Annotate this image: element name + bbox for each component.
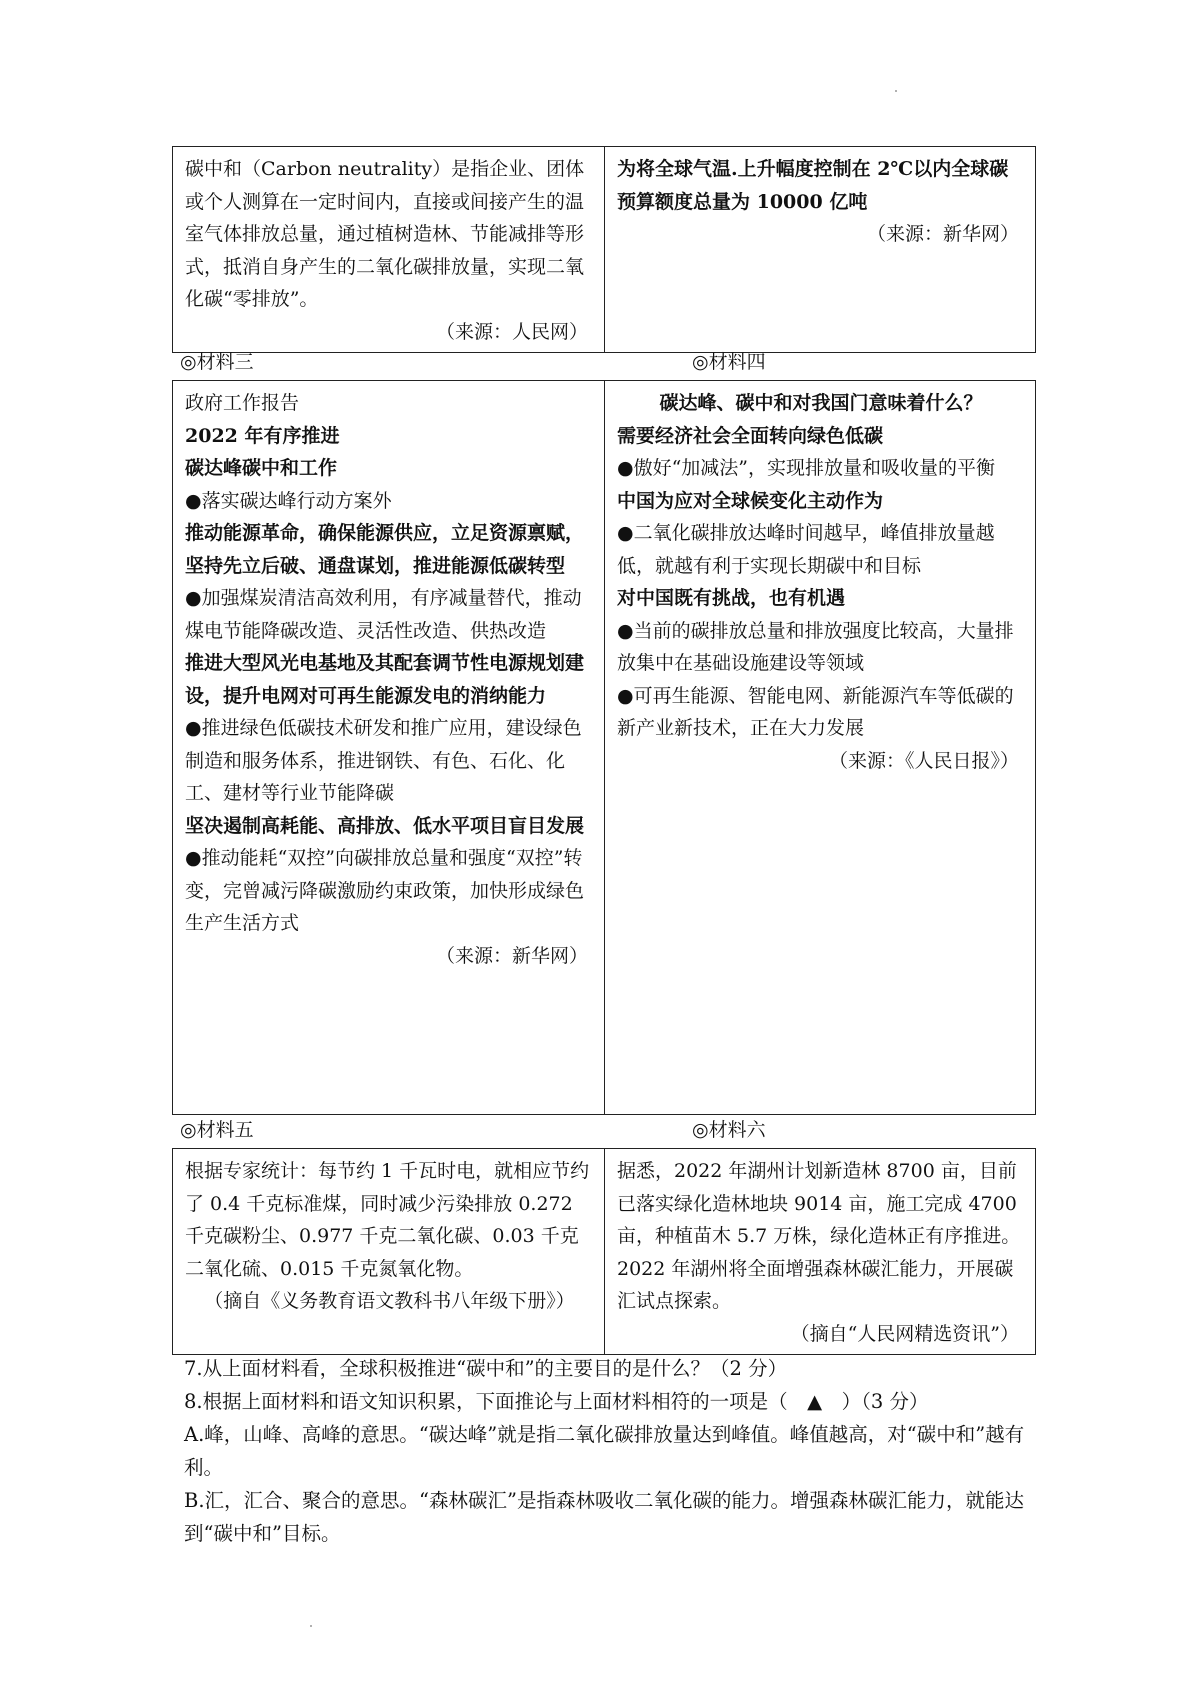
material-3-line: ●加强煤炭清洁高效利用，有序减量替代，推动煤电节能降碳改造、灵活性改造、供热改造 xyxy=(185,587,582,642)
material-3-line: ●推进绿色低碳技术研发和推广应用，建设绿色制造和服务体系，推进钢铁、有色、石化、化工、建材等行业节能降碳 xyxy=(185,717,582,804)
material-3-line: 政府工作报告 xyxy=(185,392,300,414)
material-5-label: ◎材料五 xyxy=(180,1119,254,1141)
material-5-text: 根据专家统计：每节约 1 千瓦时电，就相应节约了 0.4 千克标准煤，同时减少污染排放 0.272 千克碳粉尘、0.977 千克二氧化碳、0.03 千克二氧化硫、0.015 千克氮氧化物。 xyxy=(185,1160,590,1280)
material-4-line: ●二氧化碳排放达峰时间越早，峰值排放量越低，就越有利于实现长期碳中和目标 xyxy=(617,522,995,577)
material-3-line: 碳达峰碳中和工作 xyxy=(185,457,338,479)
material-4-line: 对中国既有挑战，也有机遇 xyxy=(617,587,846,609)
material-table-2 xyxy=(172,380,1036,1115)
material-5-cell xyxy=(173,1149,605,1355)
material-6-text: 据悉，2022 年湖州计划新造林 8700 亩，目前已落实绿化造林地块 9014 亩，施工完成 4700 亩，种植苗木 5.7 万株，绿化造林正有序推进。2022 年湖州将全面增强森林碳汇能力，开展碳汇试点探索。 xyxy=(617,1160,1021,1312)
option-b: B.汇，汇合、聚合的意思。“森林碳汇”是指森林吸收二氧化碳的能力。增强森林碳汇能力，就能达到“碳中和”目标。 xyxy=(184,1489,1024,1545)
material-3-source: （来源：新华网） xyxy=(435,944,588,967)
material-4-source: （来源：《人民日报》） xyxy=(828,749,1019,772)
material-1-source: （来源：人民网） xyxy=(435,320,588,343)
material-3-line: 推动能源革命，确保能源供应，立足资源禀赋，坚持先立后破、通盘谋划，推进能源低碳转型 xyxy=(185,522,585,577)
question-7: 7.从上面材料看，全球积极推进“碳中和”的主要目的是什么？（2 分） xyxy=(184,1357,788,1380)
material-6-cell xyxy=(605,1149,1036,1355)
material-4-title: 碳达峰、碳中和对我国门意味着什么？ xyxy=(659,392,983,414)
material-table-3 xyxy=(172,1148,1036,1355)
material-3-line: 2022 年有序推进 xyxy=(185,424,340,447)
scan-dot xyxy=(310,1625,312,1627)
material-4-line: ●可再生能源、智能电网、新能源汽车等低碳的新产业新技术，正在大力发展 xyxy=(617,684,1014,739)
option-a: A.峰，山峰、高峰的意思。“碳达峰”就是指二氧化碳排放量达到峰值。峰值越高，对“碳中和”越有利。 xyxy=(184,1423,1025,1479)
material-table-1 xyxy=(172,146,1036,353)
material-5-source: （摘自《义务教育语文教科书八年级下册》） xyxy=(204,1290,575,1312)
material-4-label: ◎材料四 xyxy=(692,351,766,373)
material-2-source: （来源：新华网） xyxy=(866,223,1019,245)
material-3-label: ◎材料三 xyxy=(180,351,254,373)
material-4-cell xyxy=(605,381,1036,1115)
material-3-line: ●推动能耗“双控”向碳排放总量和强度“双控”转变，完曾减污降碳激励约束政策，加快形成绿色生产生活方式 xyxy=(185,847,585,934)
material-3-line: 推进大型风光电基地及其配套调节性电源规划建设，提升电网对可再生能源发电的消纳能力 xyxy=(185,652,585,707)
material-4-line: 中国为应对全球候变化主动作为 xyxy=(617,489,884,512)
material-1-text: 碳中和（Carbon neutrality）是指企业、团体或个人测算在一定时间内，直接或间接产生的温室气体排放总量，通过植树造林、节能减排等形式，抵消自身产生的二氧化碳排放量，实现二氧化碳“零排放”。 xyxy=(185,158,585,310)
material-labels-3-4 xyxy=(180,348,1030,376)
material-6-label: ◎材料六 xyxy=(692,1119,766,1141)
material-1-cell xyxy=(173,147,605,353)
question-8: 8.根据上面材料和语文知识积累，下面推论与上面材料相符的一项是（ ▲ ）（3 分） xyxy=(184,1390,929,1413)
material-3-line: ●落实碳达峰行动方案外 xyxy=(185,489,392,512)
material-4-line: 需要经济社会全面转向绿色低碳 xyxy=(617,424,884,447)
material-3-line: 坚决遏制高耗能、高排放、低水平项目盲目发展 xyxy=(185,814,585,837)
material-6-source: （摘自“人民网精选资讯”） xyxy=(790,1322,1019,1345)
material-4-line: ●傲好“加减法”，实现排放量和吸收量的平衡 xyxy=(617,457,996,479)
material-labels-5-6 xyxy=(180,1116,1030,1144)
material-4-line: ●当前的碳排放总量和排放强度比较高，大量排放集中在基础设施建设等领域 xyxy=(617,619,1014,674)
material-2-text: 为将全球气温.上升幅度控制在 2℃以内全球碳预算额度总量为 10000 亿吨 xyxy=(617,158,1009,213)
material-2-cell xyxy=(605,147,1036,353)
scan-dot xyxy=(895,90,897,92)
material-3-cell xyxy=(173,381,605,1115)
